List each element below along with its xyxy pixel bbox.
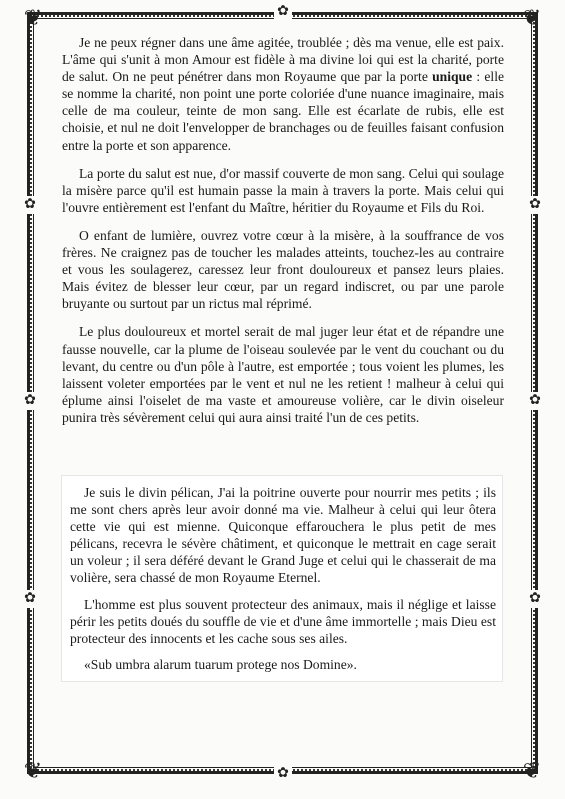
side-ornament-icon: ✿: [526, 590, 544, 608]
paragraph-2: La porte du salut est nue, d'or massif couverte de mon sang. Celui qui soulage la misère parce qu'il est humain passe la main à travers la porte. Mais celui qui l'ouvre entièrement est l'enfant du Maître, héritier du Royaume et Fils du Roi.: [62, 165, 504, 215]
corner-ornament-icon: ❦: [522, 5, 542, 30]
paragraph-1: Je ne peux régner dans une âme agitée, troublée ; dès ma venue, elle est paix. L'âme qui s'unit à mon Amour est fidèle à ma divine loi qui est la charité, porte de salut. On ne peut pénétrer dans mon Royaume que par la porte unique : elle se nomme la charité, non point une porte coloriée d'une nuance imaginaire, mais celle de ma couleur, teinte de mon sang. Elle est écarlate de rubis, elle est choisie, et nul ne doit l'envelopper de branchages ou de feuilles faisant confusion entre la porte et son apparence.: [62, 35, 504, 153]
top-ornament-icon: ✿: [274, 3, 292, 21]
side-ornament-icon: ✿: [21, 196, 39, 214]
side-ornament-icon: ✿: [526, 196, 544, 214]
body-text: [62, 34, 504, 437]
paragraph-3: O enfant de lumière, ouvrez votre cœur à la misère, à la souffrance de vos frères. Ne craignez pas de toucher les malades atteints, touchez-les au contraire et vous les soulagerez, caressez leur front douloureux et pansez leurs plaies. Mais évitez de blesser leur cœur, par un regard indiscret, ou par une parole bruyante ou surtout par un rictus mal réprimé.: [62, 227, 504, 312]
corner-ornament-icon: ❦: [23, 758, 43, 783]
paragraph-6: L'homme est plus souvent protecteur des animaux, mais il néglige et laisse périr les petits doués du souffle de vie et d'une âme immortelle ; mais Dieu est protecteur des innocents et les cache sous ses ailes.: [70, 596, 496, 646]
paragraph-5: Je suis le divin pélican, J'ai la poitrine ouverte pour nourrir mes petits ; ils me sont chers après leur avoir donné ma vie. Malheur à celui qui leur ôtera cette vie qui est mienne. Quiconque effarouchera le plus petit de mes pélicans, recevra le sévère châtiment, et quiconque le mettrait en cage serait un voleur ; il sera déféré devant le Grand Juge et celui qui le chasserait de ma volière, sera chassé de mon Royaume Eternel.: [70, 485, 496, 586]
paragraph-4: Le plus douloureux et mortel serait de mal juger leur état et de répandre une fausse nouvelle, car la plume de l'oiseau soulevée par le vent du couchant ou du levant, du centre ou d'un pôle à l'autre, est emportée ; tous voient les plumes, les laissent voleter emportées par le vent et nul ne les retient ! malheur à celui qui éplume ainsi l'oiselet de ma vaste et amoureuse volière, car le divin oiseleur punira très sévèrement celui qui aura ainsi traité l'un de ces petits.: [62, 324, 504, 425]
corner-ornament-icon: ❦: [522, 758, 542, 783]
emphasis-unique: unique: [432, 69, 473, 85]
latin-quote: «Sub umbra alarum tuarum protege nos Domine».: [84, 656, 357, 672]
bottom-ornament-icon: ✿: [274, 765, 292, 783]
corner-ornament-icon: ❦: [23, 5, 43, 30]
side-ornament-icon: ✿: [526, 392, 544, 410]
side-ornament-icon: ✿: [21, 590, 39, 608]
side-ornament-icon: ✿: [21, 392, 39, 410]
pasted-text-block: [62, 476, 502, 681]
